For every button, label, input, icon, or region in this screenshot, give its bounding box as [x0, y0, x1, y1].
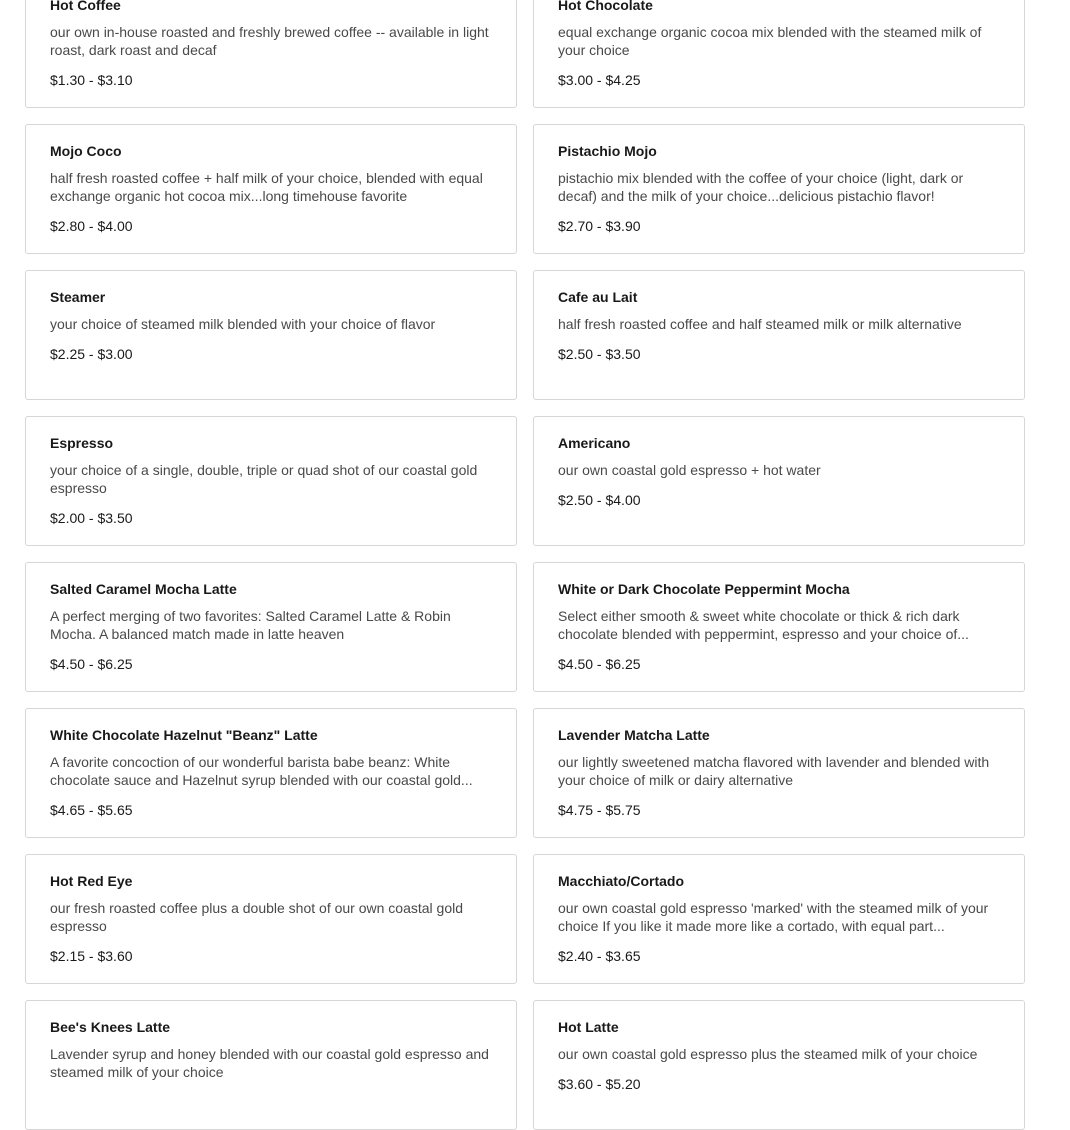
menu-item-description: Lavender syrup and honey blended with our coastal gold espresso and steamed milk of your choice [50, 1046, 489, 1080]
menu-item-description: A perfect merging of two favorites: Salted Caramel Latte & Robin Mocha. A balanced match made in latte heaven [50, 608, 451, 642]
menu-item-description: our lightly sweetened matcha flavored with lavender and blended with your choice of milk or dairy alternative [558, 754, 990, 788]
menu-item-price: $2.40 - $3.65 [558, 948, 641, 964]
menu-item-name: Hot Coffee [50, 0, 121, 13]
menu-item-price: $2.00 - $3.50 [50, 510, 133, 526]
menu-item-price: $2.50 - $4.00 [558, 492, 641, 508]
menu-item-name: Bee's Knees Latte [50, 1019, 171, 1035]
menu-item-price: $4.50 - $6.25 [50, 656, 133, 672]
menu-item-price: $4.65 - $5.65 [50, 802, 133, 818]
menu-item-name: Espresso [50, 435, 114, 451]
menu-item-name: Hot Chocolate [558, 0, 653, 13]
menu-item-price: $1.30 - $3.10 [50, 72, 133, 88]
menu-item-card[interactable] [533, 854, 1025, 984]
menu-item-description: equal exchange organic cocoa mix blended with the steamed milk of your choice [558, 24, 982, 58]
menu-item-card[interactable] [533, 0, 1025, 108]
menu-item-card[interactable] [533, 416, 1025, 546]
menu-item-description: Select either smooth & sweet white chocolate or thick & rich dark chocolate blended with peppermint, espresso and your choice of... [558, 608, 969, 642]
menu-item-card[interactable] [25, 708, 517, 838]
menu-item-price: $2.25 - $3.00 [50, 346, 133, 362]
menu-item-name: White or Dark Chocolate Peppermint Mocha [558, 581, 850, 597]
menu-item-description: our own in-house roasted and freshly brewed coffee -- available in light roast, dark roast and decaf [50, 24, 489, 58]
menu-item-description: half fresh roasted coffee + half milk of your choice, blended with equal exchange organic hot cocoa mix...long timehouse favorite [50, 170, 483, 204]
menu-item-card[interactable] [533, 124, 1025, 254]
menu-item-price: $4.75 - $5.75 [558, 802, 641, 818]
menu-item-description: half fresh roasted coffee and half steamed milk or milk alternative [558, 316, 962, 332]
menu-item-card[interactable] [25, 270, 517, 400]
menu-item-name: Cafe au Lait [558, 289, 638, 305]
menu-item-name: Mojo Coco [50, 143, 122, 159]
menu-item-card[interactable] [533, 1000, 1025, 1130]
menu-item-card[interactable] [533, 270, 1025, 400]
menu-item-description: our own coastal gold espresso 'marked' with the steamed milk of your choice If you like it made more like a cortado, with equal part... [558, 900, 989, 934]
menu-item-price: $2.80 - $4.00 [50, 218, 133, 234]
menu-item-card[interactable] [533, 708, 1025, 838]
menu-item-name: White Chocolate Hazelnut "Beanz" Latte [50, 727, 318, 743]
menu-item-price: $2.15 - $3.60 [50, 948, 133, 964]
menu-item-name: Macchiato/Cortado [558, 873, 685, 889]
menu-item-price: $3.00 - $4.25 [558, 72, 641, 88]
menu-item-card[interactable] [25, 416, 517, 546]
menu-item-name: Salted Caramel Mocha Latte [50, 581, 237, 597]
menu-item-card[interactable] [25, 1000, 517, 1130]
menu-item-description: your choice of steamed milk blended with your choice of flavor [50, 316, 436, 332]
menu-item-grid [25, 0, 1025, 1130]
menu-item-price: $2.50 - $3.50 [558, 346, 641, 362]
menu-item-card[interactable] [25, 562, 517, 692]
menu-item-name: Lavender Matcha Latte [558, 727, 710, 743]
menu-item-price: $2.70 - $3.90 [558, 218, 641, 234]
menu-item-description: your choice of a single, double, triple or quad shot of our coastal gold espresso [50, 462, 478, 496]
menu-item-description: our fresh roasted coffee plus a double shot of our own coastal gold espresso [50, 900, 464, 934]
menu-item-description: our own coastal gold espresso plus the steamed milk of your choice [558, 1046, 978, 1062]
menu-item-name: Hot Red Eye [50, 873, 133, 889]
menu-item-name: Steamer [50, 289, 106, 305]
menu-item-name: Pistachio Mojo [558, 143, 657, 159]
menu-item-description: A favorite concoction of our wonderful barista babe beanz: White chocolate sauce and Hazelnut syrup blended with our coastal gold... [50, 754, 473, 788]
menu-item-name: Hot Latte [558, 1019, 619, 1035]
menu-item-card[interactable] [25, 854, 517, 984]
menu-item-card[interactable] [533, 562, 1025, 692]
menu-item-price: $4.50 - $6.25 [558, 656, 641, 672]
menu-item-card[interactable] [25, 0, 517, 108]
menu-item-card[interactable] [25, 124, 517, 254]
menu-item-description: our own coastal gold espresso + hot water [558, 462, 821, 478]
menu-item-price: $3.60 - $5.20 [558, 1076, 641, 1092]
menu-item-name: Americano [558, 435, 631, 451]
menu-item-description: pistachio mix blended with the coffee of your choice (light, dark or decaf) and the milk of your choice...delicious pistachio flavor! [558, 170, 964, 204]
